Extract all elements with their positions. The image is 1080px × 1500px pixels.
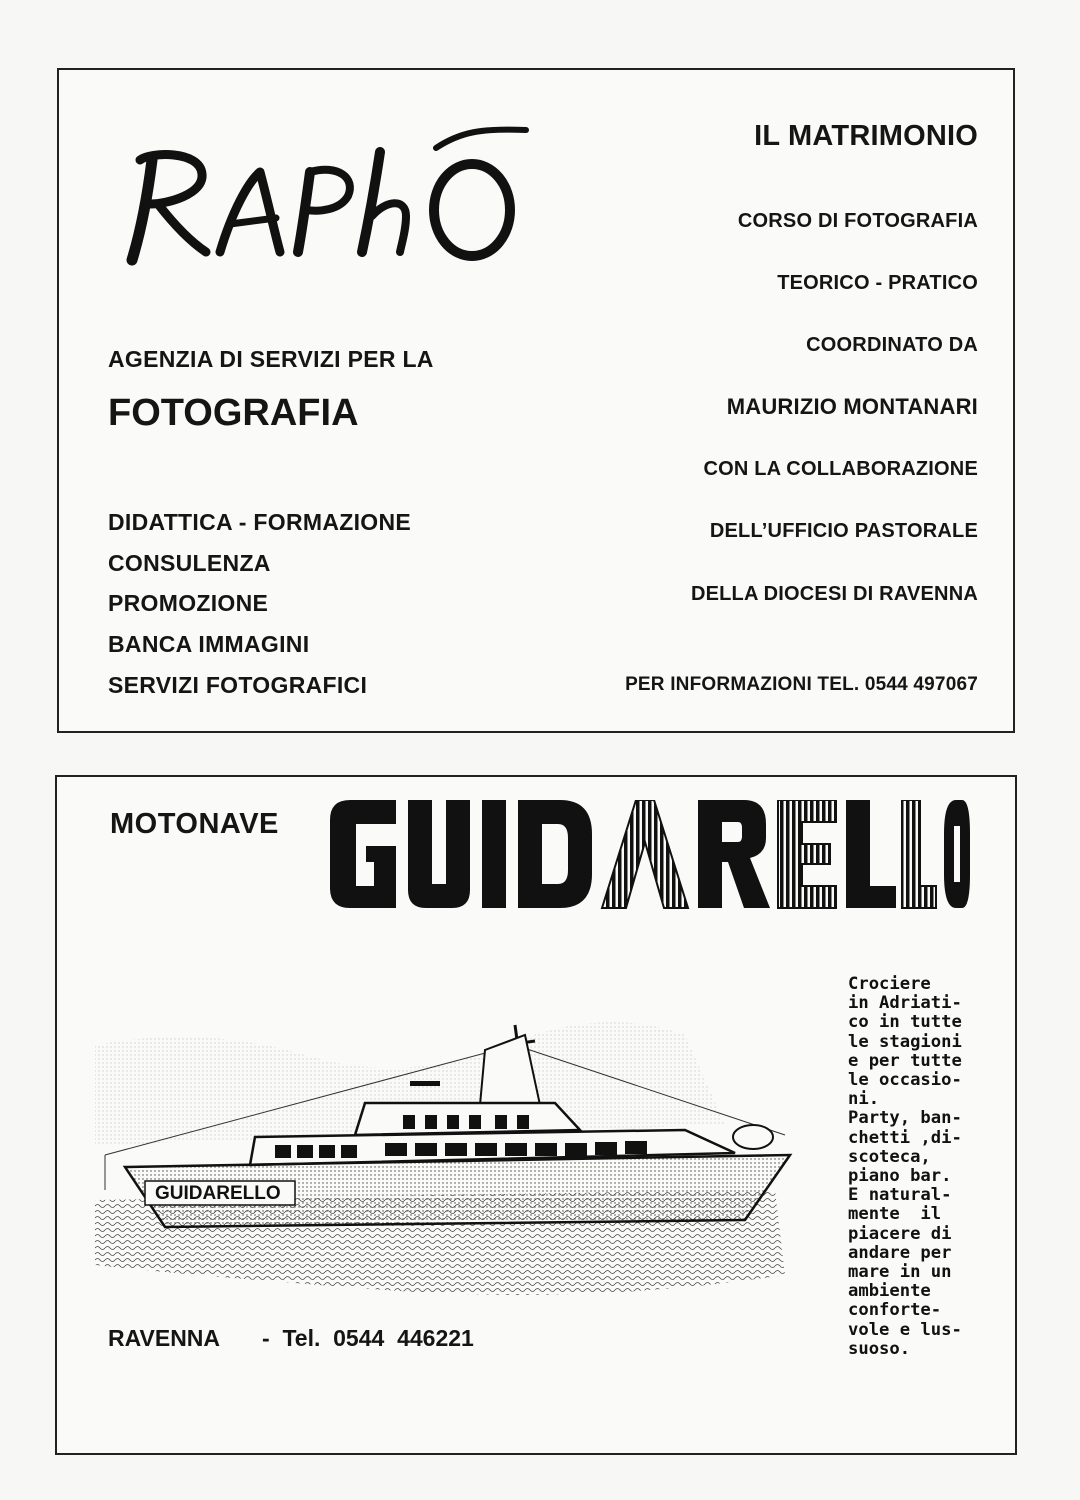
description-line: mente il bbox=[848, 1204, 942, 1225]
description-line: scoteca, bbox=[848, 1146, 931, 1167]
service-item: PROMOZIONE bbox=[108, 590, 269, 616]
service-item: CONSULENZA bbox=[108, 550, 271, 576]
description-line: suoso. bbox=[848, 1338, 911, 1359]
description-line: chetti ,di- bbox=[848, 1127, 962, 1148]
description-line: ni. bbox=[848, 1089, 880, 1110]
motonave-label: MOTONAVE bbox=[110, 808, 279, 840]
description-line: Crociere bbox=[848, 974, 931, 994]
description-line: le occasio- bbox=[848, 1070, 962, 1091]
description-line: ambiente bbox=[848, 1281, 931, 1302]
agency-title: FOTOGRAFIA bbox=[108, 392, 359, 434]
description-line: in Adriati- bbox=[848, 993, 962, 1014]
description-line: e per tutte bbox=[848, 1050, 962, 1071]
ship-illustration bbox=[85, 1005, 815, 1305]
service-item: DIDATTICA - FORMAZIONE bbox=[108, 509, 412, 535]
course-line: DELL’UFFICIO PASTORALE bbox=[709, 520, 978, 542]
course-line: CON LA COLLABORAZIONE bbox=[703, 458, 978, 480]
description-line: piacere di bbox=[848, 1223, 952, 1244]
ship-hull-label: GUIDARELLO bbox=[155, 1183, 281, 1204]
course-title: IL MATRIMONIO bbox=[754, 120, 978, 152]
agency-line: AGENZIA DI SERVIZI PER LA bbox=[108, 346, 434, 372]
contact-city: RAVENNA bbox=[108, 1325, 221, 1351]
cruise-description bbox=[848, 975, 978, 1359]
course-line: DELLA DIOCESI DI RAVENNA bbox=[690, 583, 978, 605]
description-line: co in tutte bbox=[848, 1012, 962, 1033]
course-info-phone: PER INFORMAZIONI TEL. 0544 497067 bbox=[625, 674, 978, 695]
service-item: BANCA IMMAGINI bbox=[108, 631, 310, 657]
description-line: vole e lus- bbox=[848, 1319, 962, 1340]
service-item: SERVIZI FOTOGRAFICI bbox=[108, 672, 368, 698]
description-line: mare in un bbox=[848, 1262, 952, 1283]
contact-phone: - Tel. 0544 446221 bbox=[262, 1325, 474, 1351]
description-line: andare per bbox=[848, 1242, 952, 1263]
course-line: COORDINATO DA bbox=[806, 334, 978, 356]
description-line: Party, ban- bbox=[848, 1108, 962, 1129]
course-line: TEORICO - PRATICO bbox=[777, 272, 978, 294]
description-line: piano bar. bbox=[848, 1166, 952, 1187]
description-line: E natural- bbox=[848, 1185, 952, 1206]
guidarello-logo bbox=[330, 800, 970, 910]
description-line: conforte- bbox=[848, 1300, 942, 1321]
description-line: le stagioni bbox=[848, 1031, 962, 1052]
course-line: CORSO DI FOTOGRAFIA bbox=[737, 210, 978, 232]
rapho-logo bbox=[110, 112, 550, 272]
course-coordinator: MAURIZIO MONTANARI bbox=[726, 394, 978, 419]
